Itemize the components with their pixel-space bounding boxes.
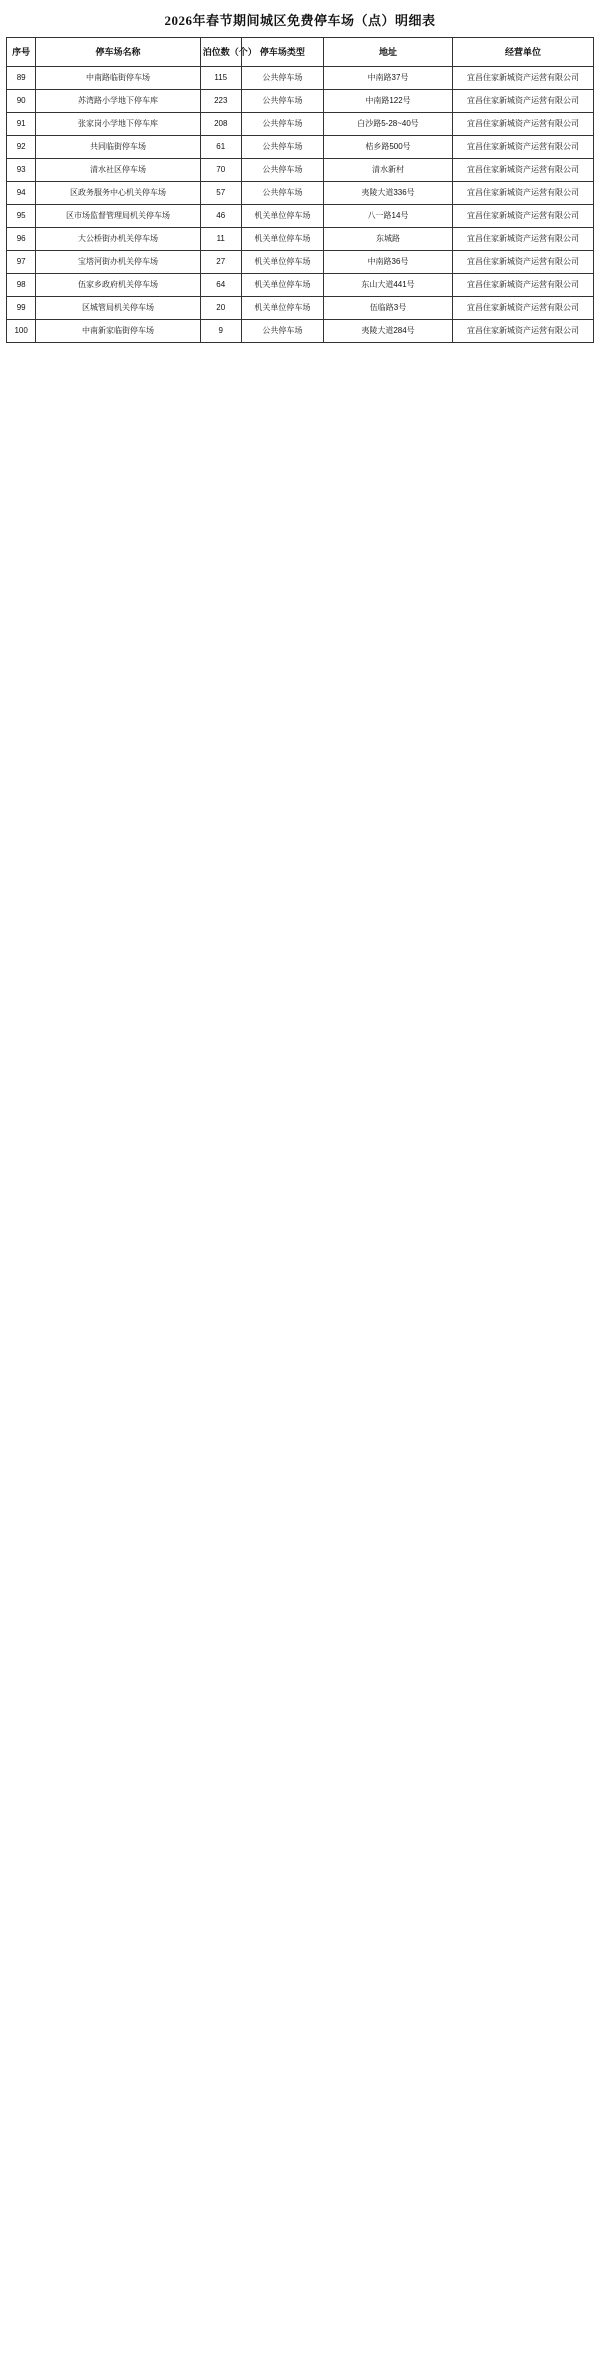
cell-operator: 宜昌住家新城资产运营有限公司 (453, 251, 594, 274)
cell-spaces: 115 (200, 67, 241, 90)
cell-spaces: 11 (200, 228, 241, 251)
cell-address: 清水新村 (323, 159, 452, 182)
cell-name: 中南路临街停车场 (36, 67, 200, 90)
header-type: 停车场类型 (241, 38, 323, 67)
cell-operator: 宜昌住家新城资产运营有限公司 (453, 228, 594, 251)
cell-spaces: 223 (200, 90, 241, 113)
cell-name: 伍家乡政府机关停车场 (36, 274, 200, 297)
cell-operator: 宜昌住家新城资产运营有限公司 (453, 136, 594, 159)
cell-spaces: 27 (200, 251, 241, 274)
header-address: 地址 (323, 38, 452, 67)
cell-address: 夷陵大道336号 (323, 182, 452, 205)
table-row (7, 67, 594, 90)
cell-serial: 100 (7, 320, 36, 343)
cell-address: 桔乡路500号 (323, 136, 452, 159)
cell-type: 公共停车场 (241, 67, 323, 90)
page (0, 0, 600, 353)
parking-table (6, 37, 594, 343)
cell-address: 东山大道441号 (323, 274, 452, 297)
cell-name: 中南新家临街停车场 (36, 320, 200, 343)
table-title: 2026年春节期间城区免费停车场（点）明细表 (164, 13, 436, 28)
cell-operator: 宜昌住家新城资产运营有限公司 (453, 113, 594, 136)
cell-operator: 宜昌住家新城资产运营有限公司 (453, 90, 594, 113)
cell-name: 区城管局机关停车场 (36, 297, 200, 320)
cell-serial: 89 (7, 67, 36, 90)
table-row (7, 297, 594, 320)
cell-serial: 90 (7, 90, 36, 113)
table-header (7, 38, 594, 67)
cell-operator: 宜昌住家新城资产运营有限公司 (453, 274, 594, 297)
header-row (7, 38, 594, 67)
header-spaces: 泊位数（个） (200, 38, 241, 67)
cell-spaces: 70 (200, 159, 241, 182)
cell-name: 苏湾路小学地下停车库 (36, 90, 200, 113)
cell-serial: 95 (7, 205, 36, 228)
cell-serial: 94 (7, 182, 36, 205)
table-row (7, 113, 594, 136)
cell-type: 机关单位停车场 (241, 228, 323, 251)
cell-name: 共同临街停车场 (36, 136, 200, 159)
cell-address: 白沙路5-28~40号 (323, 113, 452, 136)
cell-type: 公共停车场 (241, 136, 323, 159)
cell-type: 公共停车场 (241, 182, 323, 205)
cell-address: 中南路37号 (323, 67, 452, 90)
cell-type: 机关单位停车场 (241, 274, 323, 297)
cell-serial: 92 (7, 136, 36, 159)
cell-operator: 宜昌住家新城资产运营有限公司 (453, 297, 594, 320)
cell-type: 机关单位停车场 (241, 297, 323, 320)
cell-address: 中南路122号 (323, 90, 452, 113)
header-name: 停车场名称 (36, 38, 200, 67)
table-row (7, 205, 594, 228)
cell-spaces: 57 (200, 182, 241, 205)
cell-address: 伍临路3号 (323, 297, 452, 320)
header-serial: 序号 (7, 38, 36, 67)
cell-serial: 98 (7, 274, 36, 297)
cell-name: 张家岗小学地下停车库 (36, 113, 200, 136)
cell-type: 公共停车场 (241, 90, 323, 113)
cell-type: 机关单位停车场 (241, 251, 323, 274)
cell-spaces: 61 (200, 136, 241, 159)
cell-operator: 宜昌住家新城资产运营有限公司 (453, 67, 594, 90)
table-row (7, 182, 594, 205)
cell-spaces: 20 (200, 297, 241, 320)
cell-serial: 97 (7, 251, 36, 274)
table-row (7, 90, 594, 113)
cell-spaces: 64 (200, 274, 241, 297)
cell-spaces: 46 (200, 205, 241, 228)
cell-address: 夷陵大道284号 (323, 320, 452, 343)
cell-address: 中南路36号 (323, 251, 452, 274)
cell-operator: 宜昌住家新城资产运营有限公司 (453, 159, 594, 182)
table-body (7, 67, 594, 343)
table-row (7, 251, 594, 274)
cell-type: 机关单位停车场 (241, 205, 323, 228)
cell-serial: 99 (7, 297, 36, 320)
cell-address: 东城路 (323, 228, 452, 251)
cell-spaces: 9 (200, 320, 241, 343)
table-row (7, 274, 594, 297)
cell-name: 区市场监督管理局机关停车场 (36, 205, 200, 228)
cell-address: 八一路14号 (323, 205, 452, 228)
cell-serial: 91 (7, 113, 36, 136)
cell-operator: 宜昌住家新城资产运营有限公司 (453, 320, 594, 343)
cell-serial: 96 (7, 228, 36, 251)
cell-spaces: 208 (200, 113, 241, 136)
cell-type: 公共停车场 (241, 320, 323, 343)
table-row (7, 159, 594, 182)
cell-operator: 宜昌住家新城资产运营有限公司 (453, 182, 594, 205)
header-operator: 经营单位 (453, 38, 594, 67)
cell-operator: 宜昌住家新城资产运营有限公司 (453, 205, 594, 228)
cell-name: 清水社区停车场 (36, 159, 200, 182)
cell-name: 区政务服务中心机关停车场 (36, 182, 200, 205)
cell-type: 公共停车场 (241, 159, 323, 182)
table-row (7, 320, 594, 343)
table-row (7, 228, 594, 251)
cell-name: 宝塔河街办机关停车场 (36, 251, 200, 274)
cell-type: 公共停车场 (241, 113, 323, 136)
table-row (7, 136, 594, 159)
cell-name: 大公桥街办机关停车场 (36, 228, 200, 251)
cell-serial: 93 (7, 159, 36, 182)
